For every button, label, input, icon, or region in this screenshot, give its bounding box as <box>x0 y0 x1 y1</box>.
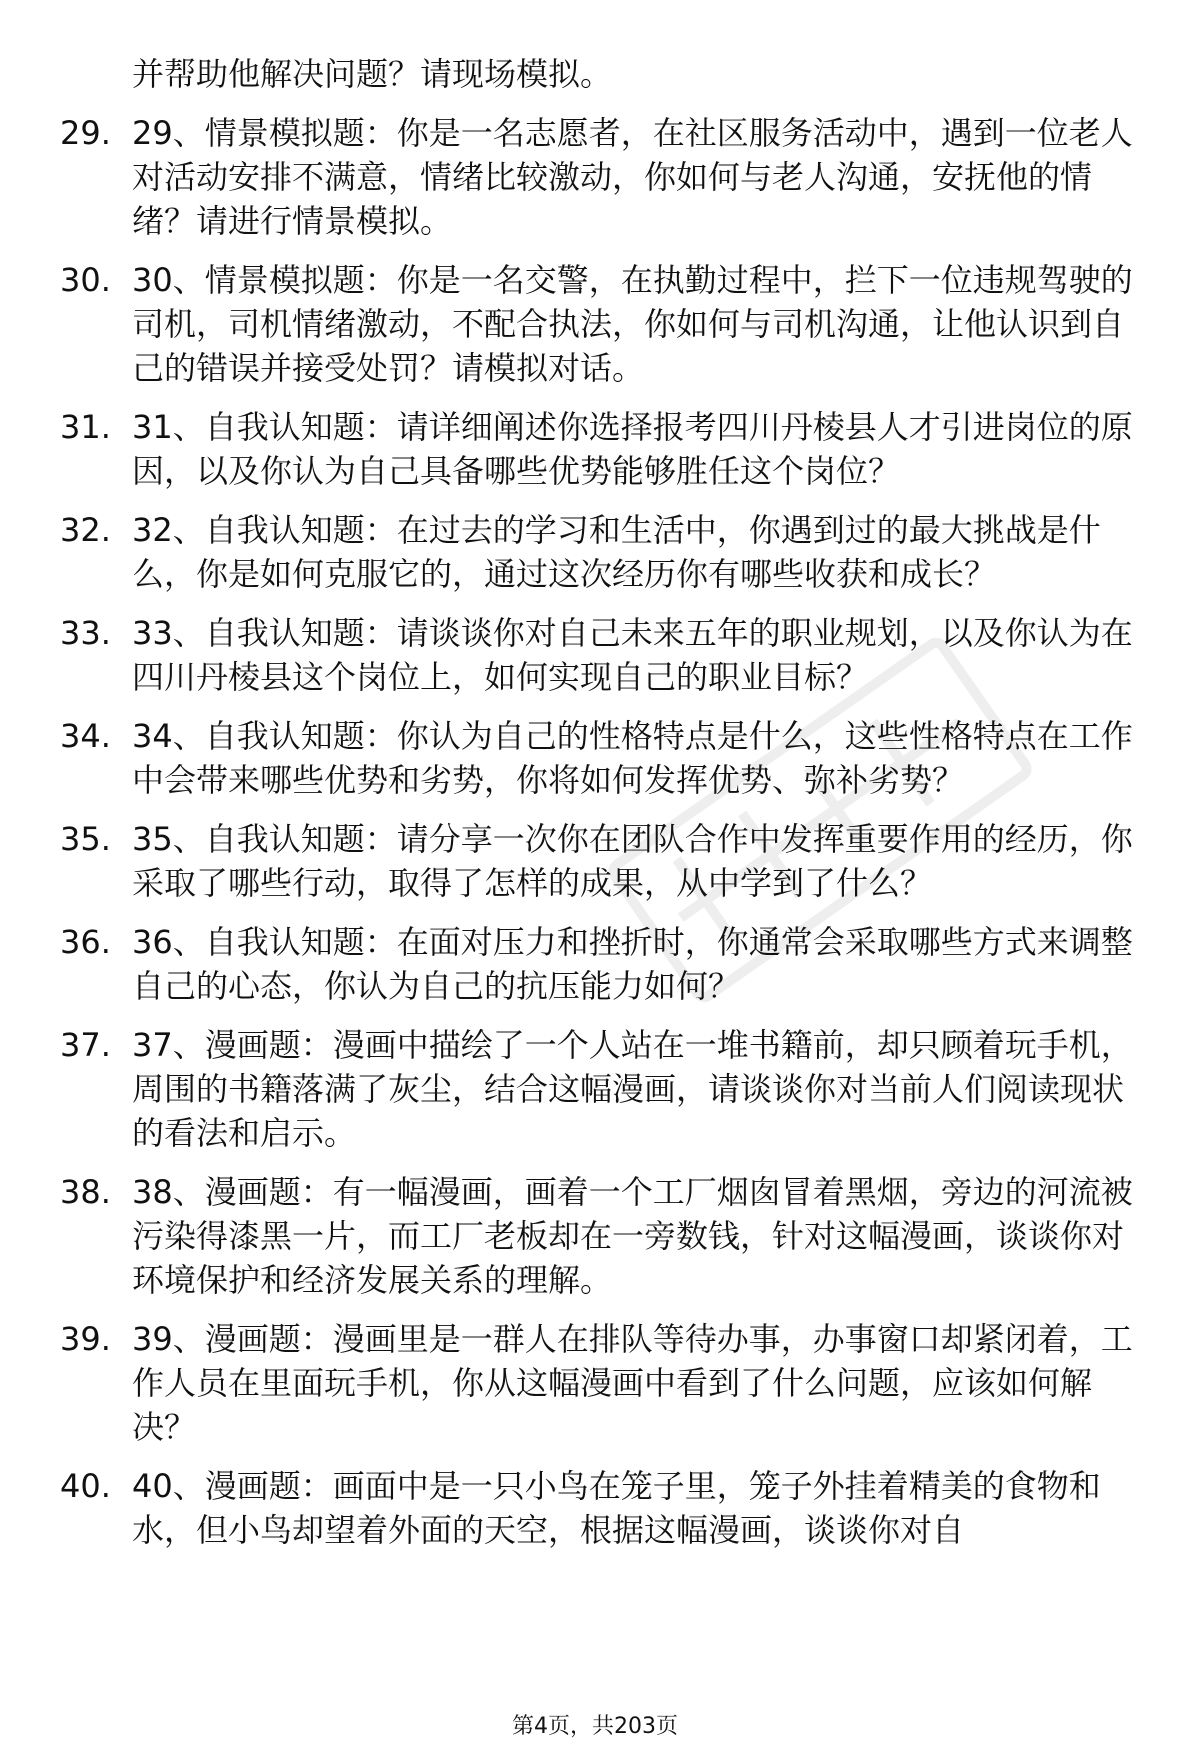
item-number: 38. <box>60 1173 111 1211</box>
item-text: 34、自我认知题：你认为自己的性格特点是什么，这些性格特点在工作中会带来哪些优势和劣势，你将如何发挥优势、弥补劣势？ <box>132 717 1133 799</box>
item-text: 38、漫画题：有一幅漫画，画着一个工厂烟囱冒着黑烟，旁边的河流被污染得漆黑一片，而工厂老板却在一旁数钱，针对这幅漫画，谈谈你对环境保护和经济发展关系的理解。 <box>132 1173 1133 1299</box>
list-item <box>60 405 1150 493</box>
item-text: 40、漫画题：画面中是一只小鸟在笼子里，笼子外挂着精美的食物和水，但小鸟却望着外面的天空，根据这幅漫画，谈谈你对自 <box>132 1467 1101 1549</box>
item-text: 33、自我认知题：请谈谈你对自己未来五年的职业规划，以及你认为在四川丹棱县这个岗位上，如何实现自己的职业目标？ <box>132 614 1133 696</box>
item-number: 37. <box>60 1026 111 1064</box>
list-item <box>60 508 1150 596</box>
list-item <box>60 1317 1150 1449</box>
list-item <box>60 817 1150 905</box>
question-list <box>60 52 1150 1552</box>
item-number: 32. <box>60 511 111 549</box>
item-text: 32、自我认知题：在过去的学习和生活中，你遇到过的最大挑战是什么，你是如何克服它的，通过这次经历你有哪些收获和成长？ <box>132 511 1101 593</box>
item-number: 39. <box>60 1320 111 1358</box>
item-number: 29. <box>60 114 111 152</box>
item-number: 30. <box>60 261 111 299</box>
item-text: 30、情景模拟题：你是一名交警，在执勤过程中，拦下一位违规驾驶的司机，司机情绪激动，不配合执法，你如何与司机沟通，让他认识到自己的错误并接受处罚？请模拟对话。 <box>132 261 1133 387</box>
continued-text: 并帮助他解决问题？请现场模拟。 <box>132 55 613 93</box>
item-text: 29、情景模拟题：你是一名志愿者，在社区服务活动中，遇到一位老人对活动安排不满意，情绪比较激动，你如何与老人沟通，安抚他的情绪？请进行情景模拟。 <box>132 114 1133 240</box>
item-text: 35、自我认知题：请分享一次你在团队合作中发挥重要作用的经历，你采取了哪些行动，取得了怎样的成果，从中学到了什么？ <box>132 820 1133 902</box>
list-item <box>60 111 1150 243</box>
item-number: 35. <box>60 820 111 858</box>
list-item <box>60 611 1150 699</box>
item-number: 33. <box>60 614 111 652</box>
item-text: 37、漫画题：漫画中描绘了一个人站在一堆书籍前，却只顾着玩手机，周围的书籍落满了灰尘，结合这幅漫画，请谈谈你对当前人们阅读现状的看法和启示。 <box>132 1026 1133 1152</box>
item-number: 36. <box>60 923 111 961</box>
list-item <box>60 1023 1150 1155</box>
item-number: 34. <box>60 717 111 755</box>
item-text: 39、漫画题：漫画里是一群人在排队等待办事，办事窗口却紧闭着，工作人员在里面玩手机，你从这幅漫画中看到了什么问题，应该如何解决？ <box>132 1320 1133 1446</box>
list-item <box>60 258 1150 390</box>
list-item <box>60 1464 1150 1552</box>
item-text: 31、自我认知题：请详细阐述你选择报考四川丹棱县人才引进岗位的原因，以及你认为自己具备哪些优势能够胜任这个岗位？ <box>132 408 1133 490</box>
item-number: 31. <box>60 408 111 446</box>
list-item <box>60 1170 1150 1302</box>
item-text: 36、自我认知题：在面对压力和挫折时，你通常会采取哪些方式来调整自己的心态，你认为自己的抗压能力如何？ <box>132 923 1133 1005</box>
page-footer: 第4页，共203页 <box>512 1714 678 1739</box>
list-item <box>60 920 1150 1008</box>
list-item <box>60 714 1150 802</box>
item-number: 40. <box>60 1467 111 1505</box>
